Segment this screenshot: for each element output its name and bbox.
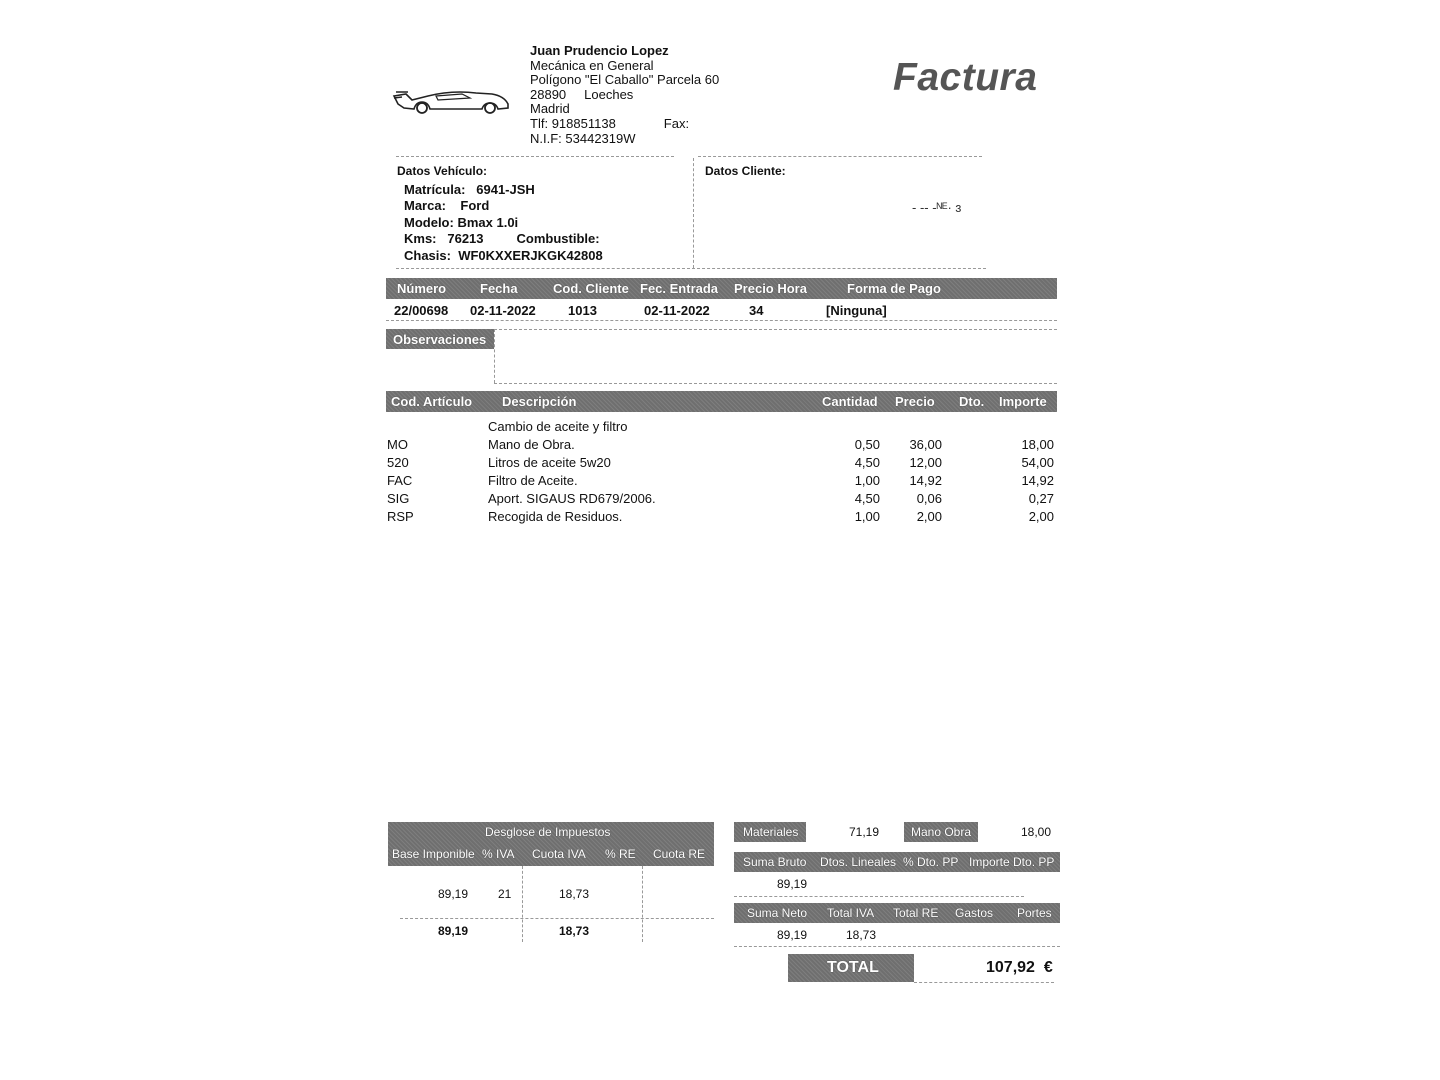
vehicle-details (404, 182, 603, 264)
company-name: Juan Prudencio Lopez (530, 43, 669, 58)
line-qty: 0,50 (854, 437, 880, 452)
company-address: Polígono "El Caballo" Parcela 60 (530, 72, 720, 88)
line-amount: 18,00 (1021, 437, 1054, 452)
net-header-bar (734, 903, 1060, 923)
phone-label: Tlf: (530, 115, 549, 131)
line-qty: 4,50 (854, 491, 880, 506)
line-code: FAC (387, 473, 413, 488)
divider (914, 982, 1054, 983)
divider (693, 158, 694, 268)
col-cod-cliente: Cod. Cliente (553, 281, 629, 296)
tax-breakdown-header (388, 822, 714, 866)
line-price: 36,00 (909, 437, 942, 452)
col-importe-dto-pp: Importe Dto. PP (969, 855, 1055, 869)
materials-label: Materiales (743, 825, 799, 839)
line-description: Mano de Obra. (488, 437, 575, 452)
total-label-bar (788, 954, 914, 982)
line-code: RSP (387, 509, 414, 524)
col-numero: Número (397, 281, 447, 296)
line-qty: 1,00 (854, 509, 880, 524)
line-description: Litros de aceite 5w20 (488, 455, 611, 470)
divider (494, 383, 1057, 384)
company-info (530, 44, 719, 146)
col-dto: Dto. (959, 394, 985, 409)
plate-value: 6941-JSH (476, 182, 535, 197)
company-activity: Mecánica en General (530, 57, 654, 73)
divider (400, 918, 714, 919)
divider (734, 946, 1060, 947)
invoice-header-bar (386, 278, 1057, 299)
lines-heading: Cambio de aceite y filtro (488, 419, 628, 434)
net-value: 89,19 (777, 928, 808, 942)
col-suma-bruto: Suma Bruto (743, 855, 807, 869)
entry-date: 02-11-2022 (644, 303, 710, 318)
line-amount: 14,92 (1021, 473, 1054, 488)
line-description: Filtro de Aceite. (488, 473, 578, 488)
line-qty: 4,50 (854, 455, 880, 470)
line-price: 12,00 (909, 455, 942, 470)
total-iva-value: 18,73 (846, 928, 877, 942)
divider (698, 156, 982, 157)
line-code: SIG (387, 491, 410, 506)
client-code: 1013 (568, 303, 597, 318)
divider (522, 866, 523, 942)
client-name-blurred: - -- -ᴺᴱ· ɜ (912, 200, 962, 215)
divider (396, 156, 674, 157)
line-price: 14,92 (909, 473, 942, 488)
col-precio: Precio (895, 394, 935, 409)
tax-total-iva: 18,73 (559, 924, 590, 938)
line-amount: 54,00 (1021, 455, 1054, 470)
vehicle-section-title: Datos Vehículo: (397, 164, 488, 178)
divider (494, 329, 1057, 330)
client-section-title: Datos Cliente: (705, 164, 786, 178)
observations-label: Observaciones (393, 332, 487, 347)
model-value: Bmax 1.0i (457, 214, 519, 230)
company-phone: 918851138 (551, 115, 616, 131)
col-suma-neto: Suma Neto (747, 906, 808, 920)
tax-breakdown-title: Desglose de Impuestos (485, 825, 611, 839)
gross-header-bar (734, 852, 1060, 872)
col-forma-pago: Forma de Pago (847, 281, 941, 296)
divider (494, 329, 495, 383)
tax-iva-amount: 18,73 (559, 887, 590, 901)
total-amount (986, 959, 1053, 977)
model-label: Modelo: (404, 214, 454, 230)
payment-method: [Ninguna] (826, 303, 887, 318)
divider (396, 268, 986, 269)
col-cantidad: Cantidad (822, 394, 878, 409)
brand-label: Marca: (404, 198, 446, 214)
labour-label: Mano Obra (911, 825, 972, 839)
col-descripcion: Descripción (502, 394, 577, 409)
invoice-date: 02-11-2022 (470, 303, 536, 318)
col-pct-re: % RE (605, 847, 636, 861)
tax-base: 89,19 (437, 887, 468, 901)
line-price: 0,06 (916, 491, 942, 506)
lines-header-bar (386, 391, 1057, 412)
col-cuota-iva: Cuota IVA (532, 847, 586, 861)
materials-value: 71,19 (849, 825, 880, 839)
materials-label-bar (734, 822, 806, 842)
currency-symbol: € (1043, 959, 1053, 976)
col-pct-iva: % IVA (482, 847, 515, 861)
divider (386, 320, 1057, 321)
divider (734, 896, 1024, 897)
col-total-re: Total RE (893, 906, 939, 920)
brand-value: Ford (460, 198, 490, 214)
total-value: 107,92 (986, 959, 1035, 976)
company-postal-code: 28890 (530, 86, 567, 102)
line-qty: 1,00 (854, 473, 880, 488)
chassis-label: Chasis: (404, 247, 451, 263)
line-amount: 0,27 (1028, 491, 1054, 506)
col-base-imponible: Base Imponible (392, 847, 475, 861)
chassis-value: WF0KXXERJKGK42808 (458, 247, 603, 263)
kms-value: 76213 (447, 231, 484, 247)
line-description: Aport. SIGAUS RD679/2006. (488, 491, 656, 506)
race-car-logo-icon (392, 84, 512, 116)
gross-value: 89,19 (777, 877, 808, 891)
document-title: Factura (893, 56, 1038, 99)
observations-label-bar (386, 329, 494, 349)
total-label: TOTAL (827, 959, 879, 976)
line-amount: 2,00 (1028, 509, 1054, 524)
nif-label: N.I.F: (530, 130, 562, 146)
fax-label: Fax: (663, 115, 690, 131)
col-cuota-re: Cuota RE (653, 847, 706, 861)
line-price: 2,00 (916, 509, 942, 524)
col-importe: Importe (999, 394, 1047, 409)
labour-value: 18,00 (1021, 825, 1052, 839)
col-total-iva: Total IVA (827, 906, 875, 920)
divider (642, 866, 643, 942)
col-fecha: Fecha (480, 281, 518, 296)
company-nif: 53442319W (565, 130, 636, 146)
tax-total-base: 89,19 (437, 924, 468, 938)
col-gastos: Gastos (955, 906, 994, 920)
hourly-rate: 34 (749, 303, 764, 318)
company-city: Loeches (584, 86, 634, 102)
tax-iva-pct: 21 (498, 887, 512, 901)
col-portes: Portes (1017, 906, 1052, 920)
kms-label: Kms: (404, 231, 437, 247)
col-fec-entrada: Fec. Entrada (640, 281, 719, 296)
fuel-label: Combustible: (516, 231, 600, 247)
line-code: 520 (387, 455, 409, 470)
invoice-number: 22/00698 (394, 303, 449, 318)
line-description: Recogida de Residuos. (488, 509, 623, 524)
line-code: MO (387, 437, 408, 452)
col-cod-articulo: Cod. Artículo (391, 394, 473, 409)
col-dtos-lineales: Dtos. Lineales (820, 855, 897, 869)
col-pct-dto-pp: % Dto. PP (903, 855, 959, 869)
company-province: Madrid (530, 101, 570, 117)
col-precio-hora: Precio Hora (734, 281, 807, 296)
plate-label: Matrícula: (404, 182, 466, 197)
labour-label-bar (904, 822, 978, 842)
